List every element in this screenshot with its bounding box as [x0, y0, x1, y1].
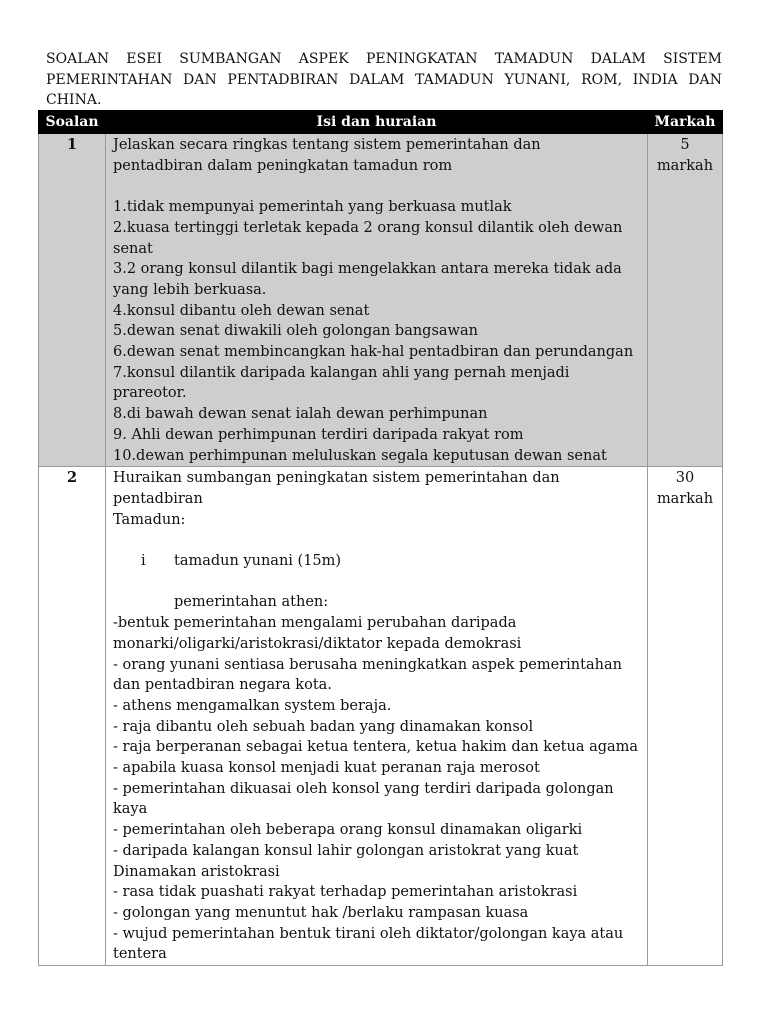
- question-number: 2: [39, 467, 106, 966]
- subheading: pemerintahan athen:: [174, 594, 329, 611]
- marks-unit: markah: [656, 490, 714, 507]
- answer-point: 3.2 orang konsul dilantik bagi mengelakkan antara mereka tidak ada yang lebih berkuasa.: [113, 261, 622, 298]
- marks-value: 30: [675, 470, 695, 487]
- question-text-line: pentadbiran dalam peningkatan tamadun rom: [113, 157, 453, 174]
- answer-point: - daripada kalangan konsul lahir golongan aristokrat yang kuat Dinamakan aristokrasi: [113, 842, 579, 880]
- marks-unit: markah: [656, 157, 714, 174]
- table-row: [39, 467, 723, 966]
- question-number: 1: [39, 134, 106, 467]
- spacer: [113, 530, 640, 551]
- essay-table: [38, 110, 723, 966]
- answer-point: - raja berperanan sebagai ketua tentera, ketua hakim dan ketua agama: [113, 739, 639, 756]
- table-row: [39, 134, 723, 467]
- answer-point: - raja dibantu oleh sebuah badan yang dinamakan konsol: [113, 718, 534, 735]
- answer-cell: [106, 134, 648, 467]
- marks-cell: [648, 467, 723, 966]
- marks-value: 5: [680, 137, 690, 153]
- spacer: [113, 572, 640, 593]
- list-item-text: tamadun yunani (15m): [174, 553, 342, 570]
- answer-point: 5.dewan senat diwakili oleh golongan bangsawan: [113, 323, 478, 340]
- answer-point: 10.dewan perhimpunan meluluskan segala keputusan dewan senat: [113, 447, 607, 464]
- header-soalan: Soalan: [39, 111, 106, 134]
- answer-cell: [106, 467, 648, 966]
- answer-point: - golongan yang menuntut hak /berlaku rampasan kuasa: [113, 904, 529, 921]
- document-title: SOALAN ESEI SUMBANGAN ASPEK PENINGKATAN TAMADUN DALAM SISTEM PEMERINTAHAN DAN PENTADBIRAN DALAM TAMADUN YUNANI, ROM, INDIA DAN CHINA.: [46, 51, 722, 108]
- list-numeral: i: [141, 553, 146, 570]
- question-text-line: Huraikan sumbangan peningkatan sistem pemerintahan dan: [113, 470, 560, 487]
- answer-point: -bentuk pemerintahan mengalami perubahan daripada monarki/oligarki/aristokrasi/diktator kepada demokrasi: [113, 615, 522, 652]
- header-isi-dan-huraian: Isi dan huraian: [106, 111, 648, 134]
- answer-point: 4.konsul dibantu oleh dewan senat: [113, 302, 370, 319]
- answer-point: 8.di bawah dewan senat ialah dewan perhimpunan: [113, 406, 488, 423]
- answer-point: 7.konsul dilantik daripada kalangan ahli yang pernah menjadi prareotor.: [113, 364, 570, 402]
- answer-point: 1.tidak mempunyai pemerintah yang berkuasa mutlak: [113, 199, 512, 216]
- answer-point: - pemerintahan oleh beberapa orang konsul dinamakan oligarki: [113, 822, 583, 839]
- answer-point: - apabila kuasa konsol menjadi kuat peranan raja merosot: [113, 760, 540, 777]
- answer-point: 6.dewan senat membincangkan hak-hal pentadbiran dan perundangan: [113, 344, 634, 361]
- question-text-line: Jelaskan secara ringkas tentang sistem pemerintahan dan: [113, 137, 541, 153]
- section-label: Tamadun:: [113, 511, 186, 528]
- answer-point: - rasa tidak puashati rakyat terhadap pemerintahan aristokrasi: [113, 884, 578, 901]
- answer-point: - pemerintahan dikuasai oleh konsol yang terdiri daripada golongan kaya: [113, 780, 614, 818]
- header-markah: Markah: [648, 111, 723, 134]
- answer-point: - orang yunani sentiasa berusaha meningkatkan aspek pemerintahan dan pentadbiran negara kota.: [113, 656, 622, 694]
- marks-cell: [648, 134, 723, 467]
- table-header-row: [39, 111, 723, 134]
- answer-point: - athens mengamalkan system beraja.: [113, 697, 392, 714]
- spacer: [113, 176, 640, 197]
- answer-point: - wujud pemerintahan bentuk tirani oleh diktator/golongan kaya atau tentera: [113, 925, 624, 963]
- question-text-line: pentadbiran: [113, 490, 203, 507]
- list-item: [113, 551, 640, 572]
- answer-point: 9. Ahli dewan perhimpunan terdiri daripada rakyat rom: [113, 426, 524, 443]
- answer-point: 2.kuasa tertinggi terletak kepada 2 orang konsul dilantik oleh dewan senat: [113, 219, 623, 257]
